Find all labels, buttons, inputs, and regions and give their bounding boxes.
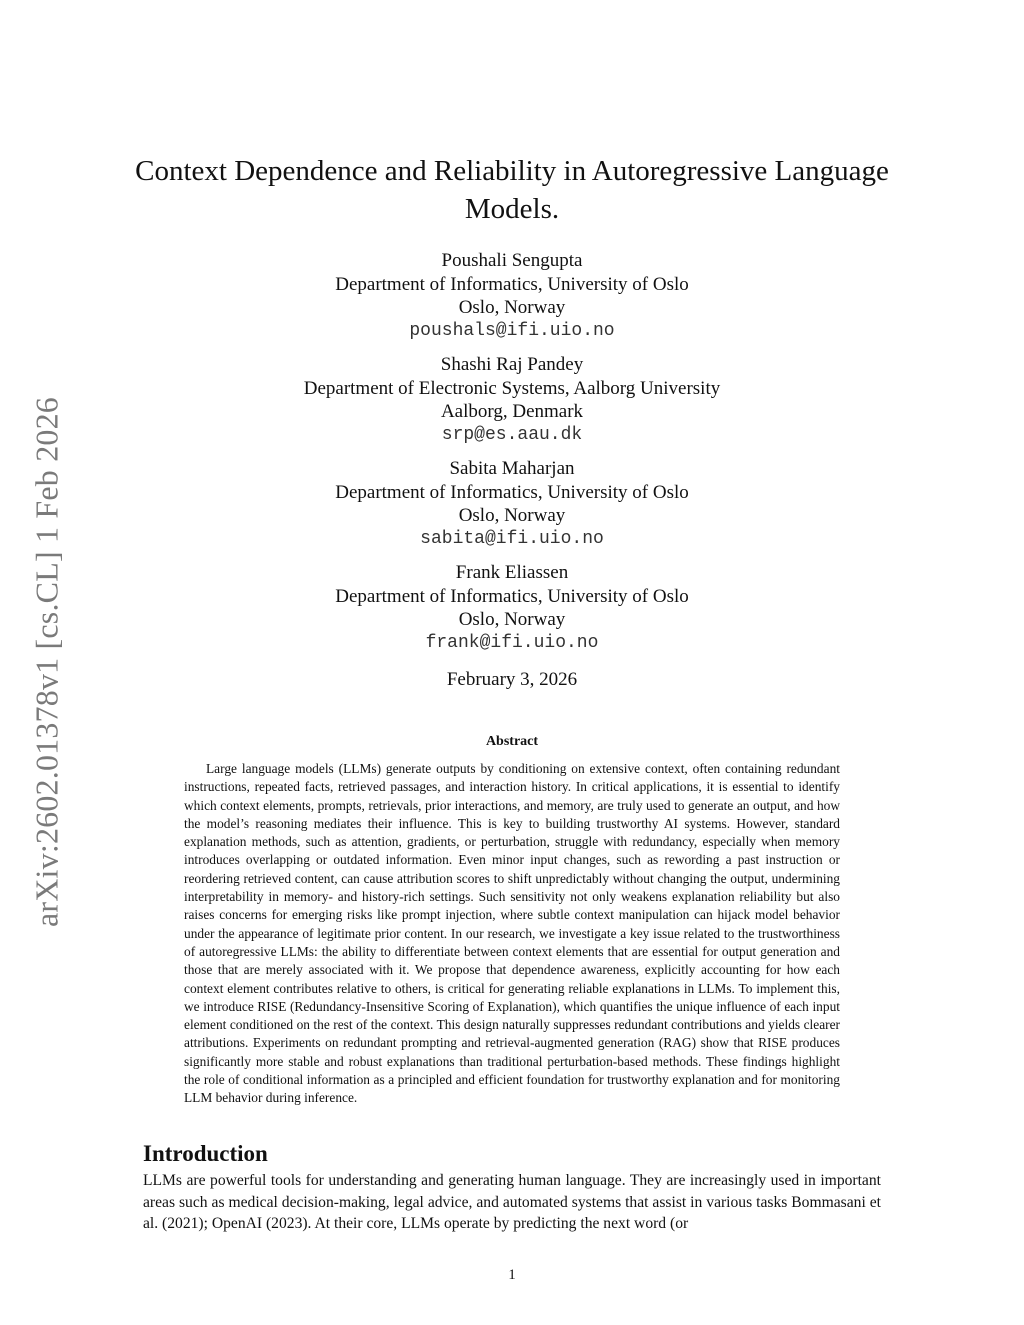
author-block <box>200 457 824 551</box>
author-name: Poushali Sengupta <box>441 250 583 271</box>
author-department: Department of Informatics, University of Oslo <box>335 585 689 607</box>
author-email[interactable]: sabita@ifi.uio.no <box>420 528 604 549</box>
paper-title: Context Dependence and Reliability in Autoregressive Language Models. <box>135 155 889 225</box>
author-block <box>200 353 824 447</box>
author-name: Sabita Maharjan <box>449 458 575 479</box>
abstract-text: Large language models (LLMs) generate outputs by conditioning on extensive context, often containing redundant instructions, repeated facts, retrieved passages, and interaction history. In critical applications, it is essential to identify which context elements, prompts, retrievals, prior interactions, and memory, are truly used to generate an output, and how the model’s reasoning mediates their influence. This is key to building trustworthy AI systems. However, standard explanation methods, such as attention, gradients, or perturbation, struggle with redundancy, especially when memory introduces overlapping or outdated information. Even minor input changes, such as rewording a past instruction or reordering retrieved content, can cause attribution scores to shift unpredictably without changing the output, undermining interpretability in memory- and history-rich settings. Such sensitivity not only weakens explanation reliability but also raises concerns for emerging risks like prompt injection, where subtle context manipulation can hijack model behavior under the appearance of legitimate prior content. In our research, we investigate a key issue related to the trustworthiness of autoregressive LLMs: the ability to differentiate between context elements that are essential for output generation and those that are merely associated with it. We propose that dependence awareness, explicitly accounting for how each context element contributes relative to others, is critical for generating reliable explanations in LLMs. To implement this, we introduce RISE (Redundancy-Insensitive Scoring of Explanation), which quantifies the unique influence of each input element conditioned on the rest of the context. This design naturally suppresses redundant contributions and yields clearer attributions. Experiments on redundant prompting and retrieval-augmented generation (RAG) show that RISE produces significantly more stable and robust explanations than traditional perturbation-based methods. These findings highlight the role of conditional information as a principled and efficient foundation for trustworthy explanation and for monitoring LLM behavior during inference. <box>184 761 840 1106</box>
section-heading-introduction: Introduction <box>143 1141 268 1166</box>
author-block <box>200 249 824 343</box>
abstract-heading: Abstract <box>485 734 539 749</box>
author-list <box>200 249 824 665</box>
publication-date: February 3, 2026 <box>446 669 578 690</box>
author-department: Department of Electronic Systems, Aalborg University <box>303 377 721 399</box>
author-location: Oslo, Norway <box>458 297 566 318</box>
page-number: 1 <box>508 1267 516 1283</box>
author-name: Frank Eliassen <box>455 562 569 583</box>
author-department: Department of Informatics, University of Oslo <box>335 481 689 503</box>
author-email[interactable]: srp@es.aau.dk <box>441 424 583 445</box>
author-location: Aalborg, Denmark <box>440 401 584 422</box>
author-email[interactable]: poushals@ifi.uio.no <box>409 320 615 341</box>
arxiv-side-stamp <box>20 382 74 942</box>
introduction-text: LLMs are powerful tools for understanding and generating human language. They are increasingly used in important areas such as medical decision-making, legal advice, and automated systems that assist in various tasks Bommasani et al. (2021); OpenAI (2023). At their core, LLMs operate by predicting the next word (or <box>143 1172 881 1232</box>
author-email[interactable]: frank@ifi.uio.no <box>425 632 599 653</box>
author-block <box>200 561 824 655</box>
author-location: Oslo, Norway <box>458 609 566 630</box>
author-location: Oslo, Norway <box>458 505 566 526</box>
arxiv-identifier: arXiv:2602.01378v1 [cs.CL] 1 Feb 2026 <box>28 396 65 928</box>
author-department: Department of Informatics, University of Oslo <box>335 273 689 295</box>
author-name: Shashi Raj Pandey <box>440 354 584 375</box>
